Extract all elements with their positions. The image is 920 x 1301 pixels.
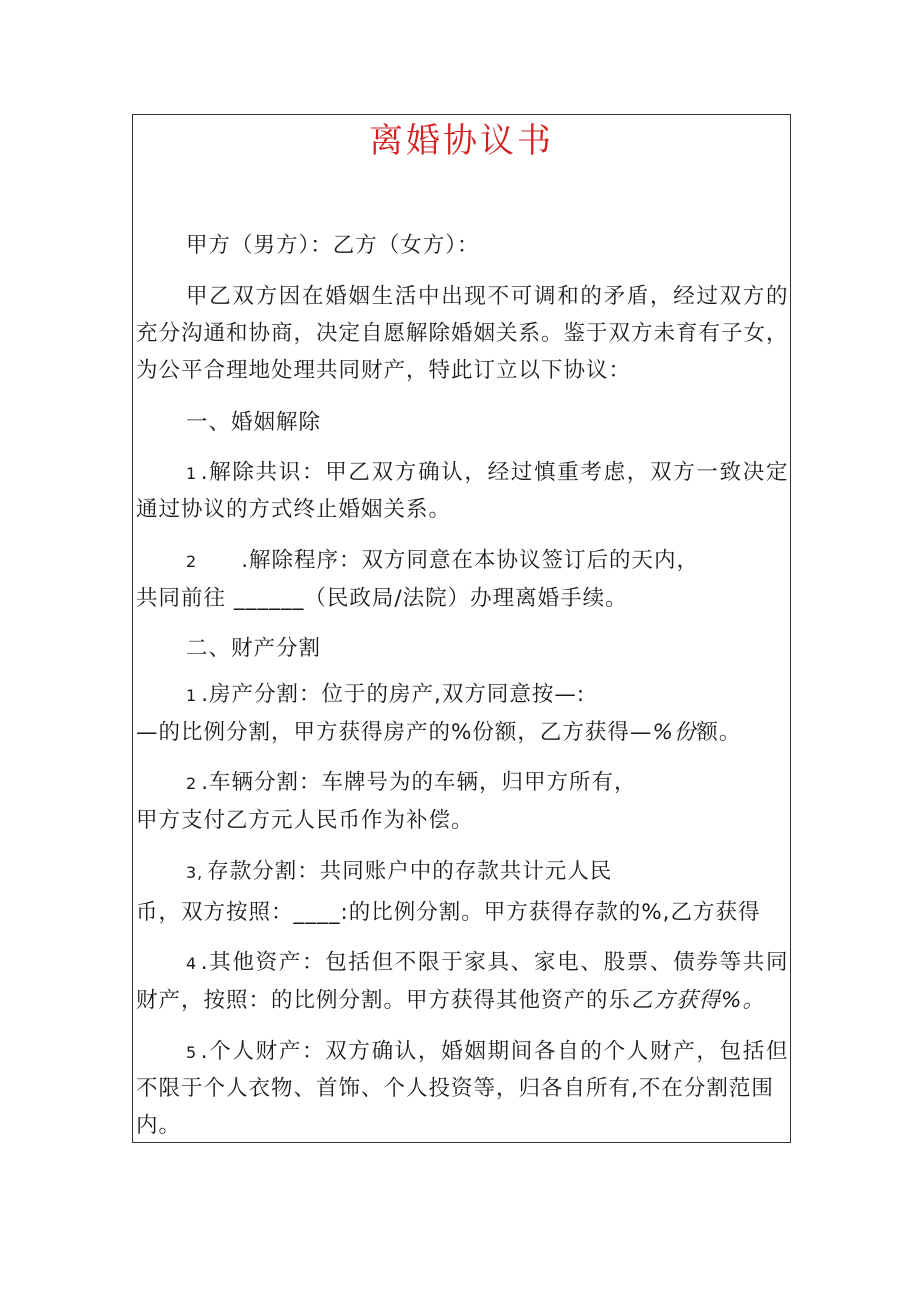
clause-number: 5: [186, 1043, 197, 1062]
clause-2-2-line-1: 2 .车辆分割：车牌号为的车辆，归甲方所有，: [186, 768, 637, 799]
clause-2-4-line-2: 财产，按照：的比例分割。甲方获得其他资产的乐乙方获得%。: [136, 988, 765, 1013]
clause-2-2-line-2: 甲方支付乙方元人民币作为补偿。: [136, 808, 474, 833]
section-heading-marriage: 一、婚姻解除: [186, 410, 322, 435]
clause-number: 1: [186, 686, 198, 705]
clause-number: 1: [186, 464, 197, 483]
clause-1-2-line-2: 共同前往 ______（民政局/法院）办理离婚手续。: [136, 586, 628, 611]
clause-2-1-line-2: —的比例分割，甲方获得房产的%份额，乙方获得—%份额。: [136, 720, 742, 745]
clause-1-1-line-1: 1 .解除共识：甲乙双方确认，经过慎重考虑，双方一致决定: [186, 458, 788, 489]
clause-1-1-line-2: 通过协议的方式终止婚姻关系。: [136, 497, 452, 522]
clause-number: 2: [186, 774, 198, 793]
clause-2-4-line-1: 4 .其他资产：包括但不限于家具、家电、股票、债券等共同: [186, 948, 788, 979]
clause-2-3-line-2: 币，双方按照：____:的比例分割。甲方获得存款的%,乙方获得: [136, 900, 761, 925]
clause-2-1-line-1: 1 .房产分割：位于的房产,双方同意按—:: [186, 680, 585, 711]
clause-2-5-line-1: 5 .个人财产：双方确认，婚姻期间各自的个人财产，包括但: [186, 1037, 788, 1068]
clause-number: 4: [186, 954, 197, 973]
clause-2-3-line-1: 3, 存款分割：共同账户中的存款共计元人民: [186, 857, 612, 888]
clause-2-5-line-3: 内。: [136, 1113, 182, 1138]
intro-line-2: 充分沟通和协商，决定自愿解除婚姻关系。鉴于双方未育有子女，: [136, 321, 788, 346]
parties-line: 甲方（男方）：乙方（女方）：: [186, 233, 480, 258]
document-title: 离婚协议书: [369, 121, 554, 161]
clause-2-5-line-2: 不限于个人衣物、首饰、个人投资等，归各自所有,不在分割范围: [136, 1076, 774, 1101]
clause-number: 2: [186, 552, 198, 571]
intro-line-1: 甲乙双方因在婚姻生活中出现不可调和的矛盾，经过双方的: [186, 284, 788, 309]
section-heading-property: 二、财产分割: [186, 636, 322, 661]
clause-1-2-line-1: 2 .解除程序：双方同意在本协议签订后的天内，: [186, 546, 699, 577]
clause-number: 3,: [186, 863, 204, 882]
intro-line-3: 为公平合理地处理共同财产，特此订立以下协议：: [136, 358, 632, 383]
